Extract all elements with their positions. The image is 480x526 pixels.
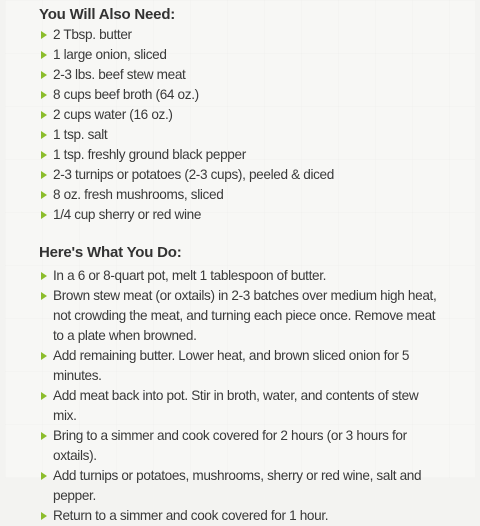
direction-step <box>39 426 443 466</box>
ingredient-text: 1/4 cup sherry or red wine <box>53 207 202 222</box>
bullet-arrow-icon <box>41 512 47 520</box>
bullet-arrow-icon <box>41 171 47 179</box>
bullet-arrow-icon <box>41 472 47 480</box>
direction-step <box>39 386 443 426</box>
recipe-card <box>5 0 475 523</box>
ingredient-item <box>39 105 443 125</box>
bullet-arrow-icon <box>41 51 47 59</box>
bullet-arrow-icon <box>41 272 47 280</box>
direction-step <box>39 286 443 346</box>
direction-step <box>39 506 443 526</box>
bullet-arrow-icon <box>41 151 47 159</box>
ingredients-heading: You Will Also Need: <box>39 6 176 23</box>
ingredient-item <box>39 185 443 205</box>
bullet-arrow-icon <box>41 71 47 79</box>
ingredients-list <box>39 25 475 225</box>
bullet-arrow-icon <box>41 131 47 139</box>
direction-text: Return to a simmer and cook covered for 1 hour. <box>53 508 329 523</box>
directions-list <box>39 266 475 526</box>
ingredient-item <box>39 65 443 85</box>
bullet-arrow-icon <box>41 31 47 39</box>
direction-text: Add remaining butter. Lower heat, and brown sliced onion for 5 minutes. <box>53 348 410 383</box>
bullet-arrow-icon <box>41 111 47 119</box>
ingredient-text: 1 large onion, sliced <box>53 47 167 62</box>
direction-text: Bring to a simmer and cook covered for 2 hours (or 3 hours for oxtails). <box>53 428 407 463</box>
direction-text: Brown stew meat (or oxtails) in 2-3 batches over medium high heat, not crowding the meat, and turning each piece once. Remove meat to a plate when browned. <box>53 288 437 343</box>
bullet-arrow-icon <box>41 392 47 400</box>
bullet-arrow-icon <box>41 352 47 360</box>
ingredient-text: 2-3 turnips or potatoes (2-3 cups), peeled & diced <box>53 167 334 182</box>
bullet-arrow-icon <box>41 91 47 99</box>
direction-step <box>39 346 443 386</box>
direction-text: In a 6 or 8-quart pot, melt 1 tablespoon of butter. <box>53 268 327 283</box>
bullet-arrow-icon <box>41 211 47 219</box>
ingredient-text: 1 tsp. salt <box>53 127 108 142</box>
bullet-arrow-icon <box>41 191 47 199</box>
bullet-arrow-icon <box>41 292 47 300</box>
ingredient-item <box>39 205 443 225</box>
direction-text: Add turnips or potatoes, mushrooms, sherry or red wine, salt and pepper. <box>53 468 422 503</box>
direction-step <box>39 266 443 286</box>
ingredient-text: 8 cups beef broth (64 oz.) <box>53 87 199 102</box>
ingredient-item <box>39 145 443 165</box>
ingredient-item <box>39 165 443 185</box>
ingredient-item <box>39 45 443 65</box>
directions-heading: Here's What You Do: <box>39 244 182 261</box>
bullet-arrow-icon <box>41 432 47 440</box>
ingredient-text: 2 cups water (16 oz.) <box>53 107 173 122</box>
ingredient-item <box>39 25 443 45</box>
ingredient-text: 2 Tbsp. butter <box>53 27 132 42</box>
ingredient-text: 1 tsp. freshly ground black pepper <box>53 147 246 162</box>
ingredient-item <box>39 125 443 145</box>
direction-step <box>39 466 443 506</box>
direction-text: Add meat back into pot. Stir in broth, water, and contents of stew mix. <box>53 388 419 423</box>
ingredient-text: 8 oz. fresh mushrooms, sliced <box>53 187 224 202</box>
ingredient-text: 2-3 lbs. beef stew meat <box>53 67 186 82</box>
ingredient-item <box>39 85 443 105</box>
